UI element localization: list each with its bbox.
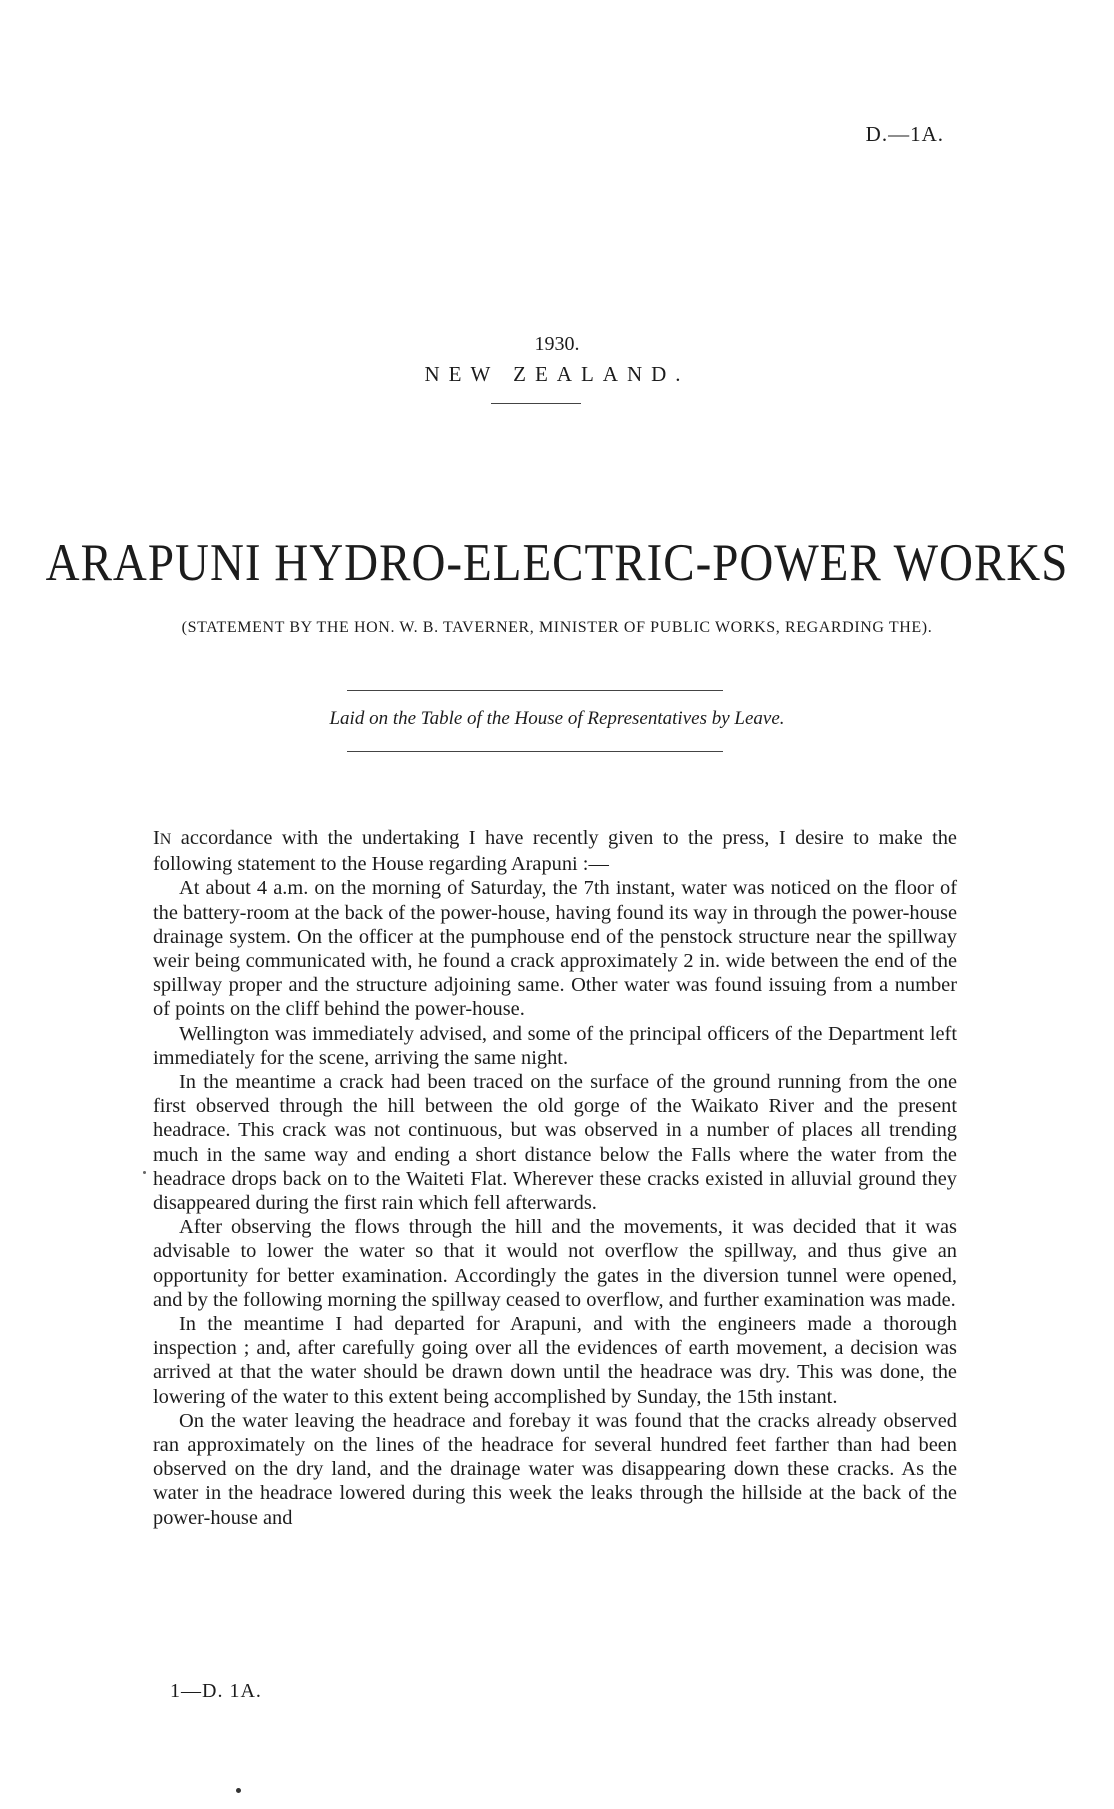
divider-rule-short — [491, 403, 581, 404]
document-year: 1930. — [534, 333, 580, 355]
laid-on-table-note: Laid on the Table of the House of Representatives by Leave. — [329, 708, 785, 729]
page-dot — [236, 1788, 241, 1793]
divider-rule-lower — [347, 751, 723, 752]
paragraph-1: IN accordance with the undertaking I have recently given to the press, I desire to make the following statement to the House regarding Arapuni :— — [153, 827, 957, 876]
margin-speck — [143, 1171, 146, 1174]
drop-lead: IN — [153, 827, 172, 849]
document-title: ARAPUNI HYDRO-ELECTRIC-POWER WORKS — [45, 533, 1069, 593]
paragraph-5: After observing the flows through the hill and the movements, it was decided that it was advisable to lower the water so that it would not overflow the spillway, and thus give an opportunity for better examination. Accordingly the gates in the diversion tunnel were opened, and by the following morning the spillway ceased to overflow, and further examination was made. — [153, 1216, 957, 1311]
paragraph-3: Wellington was immediately advised, and some of the principal officers of the Department left immediately for the scene, arriving the same night. — [153, 1022, 957, 1069]
paragraph-2: At about 4 a.m. on the morning of Saturday, the 7th instant, water was noticed on the floor of the battery-room at the back of the power-house, having found its way in through the power-house drainage system. On the officer at the pumphouse end of the penstock structure near the spillway weir being communicated with, he found a crack approximately 2 in. wide between the end of the spillway proper and the structure adjoining same. Other water was found issuing from a number of points on the cliff behind the power-house. — [153, 877, 957, 1021]
statement-body — [153, 826, 957, 1530]
footer-reference: 1—D. 1A. — [170, 1680, 262, 1702]
paragraph-6: In the meantime I had departed for Arapuni, and with the engineers made a thorough inspection ; and, after carefully going over all the evidences of earth movement, a decision was arrived at that the water should be drawn down until the headrace was dry. This was done, the lowering of the water to this extent being accomplished by Sunday, the 15th instant. — [153, 1313, 957, 1408]
divider-rule-upper — [347, 690, 723, 691]
paragraph-4: In the meantime a crack had been traced on the surface of the ground running from the one first observed through the hill between the old gorge of the Waikato River and the present headrace. This crack was not continuous, but was observed in a number of places all trending much in the same way and ending a short distance below the Falls where the water from the headrace drops back on to the Waiteti Flat. Wherever these cracks existed in alluvial ground they disappeared during the first rain which fell afterwards. — [153, 1071, 957, 1215]
document-country: NEW ZEALAND. — [424, 362, 690, 386]
paragraph-7: On the water leaving the headrace and forebay it was found that the cracks already observed ran approximately on the lines of the headrace for several hundred feet farther than had been observed on the dry land, and the drainage water was disappearing down these cracks. As the water in the headrace lowered during this week the leaks through the hillside at the back of the power-house and — [153, 1409, 957, 1529]
document-subtitle: (STATEMENT BY THE HON. W. B. TAVERNER, MINISTER OF PUBLIC WORKS, REGARDING THE). — [181, 619, 933, 636]
header-reference: D.—1A. — [865, 122, 944, 146]
